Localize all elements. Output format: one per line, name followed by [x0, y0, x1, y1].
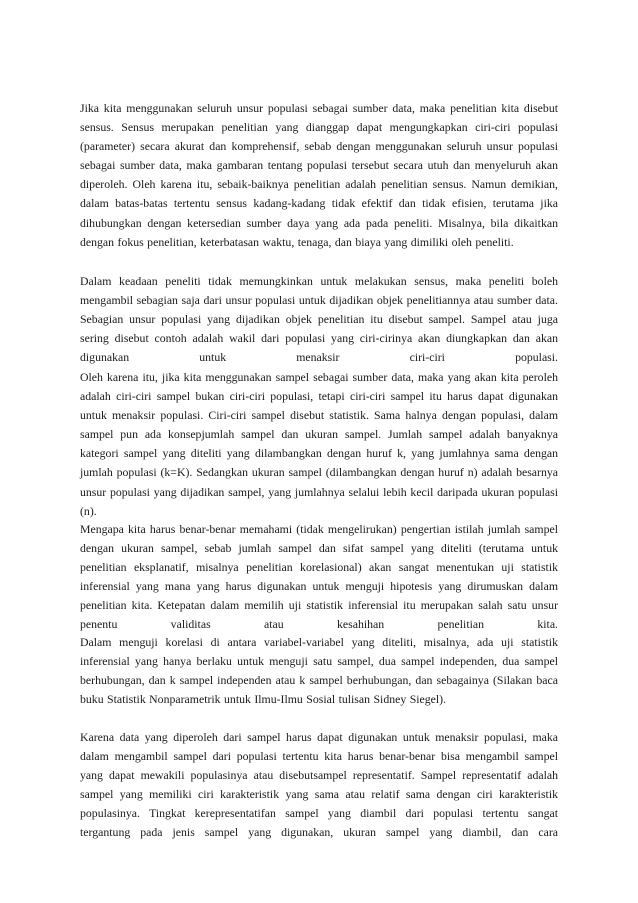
paragraph-sensus: Jika kita menggunakan seluruh unsur populasi sebagai sumber data, maka penelitian kita disebut sensus. Sensus merupakan penelitian yang dianggap dapat mengungkapkan ciri-ciri populasi (parameter) secara akurat dan komprehensif, sebab dengan menggunakan seluruh unsur populasi sebagai sumber data, maka gambaran tentang populasi tersebut secara utuh dan menyeluruh akan diperoleh. Oleh karena itu, sebaik-baiknya penelitian adalah penelitian sensus. Namun demikian, dalam batas-batas tertentu sensus kadang-kadang tidak efektif dan tidak efisien, terutama jika dihubungkan dengan ketersedian sumber daya yang ada pada peneliti. Misalnya, bila dikaitkan dengan fokus penelitian, keterbatasan waktu, tenaga, dan biaya yang dimiliki oleh peneliti.: [80, 101, 558, 249]
paragraph-uji-korelasi: Dalam menguji korelasi di antara variabel-variabel yang diteliti, misalnya, ada uji statistik inferensial yang hanya berlaku untuk menguji satu sampel, dua sampel independen, dua sampel berhubungan, dan k sampel independen atau k sampel berhubungan, dan sebagainya (Silakan baca buku Statistik Nonparametrik untuk Ilmu-Ilmu Sosial tulisan Sidney Siegel).: [80, 635, 558, 707]
paragraph-sampel-representatif: Karena data yang diperoleh dari sampel harus dapat digunakan untuk menaksir populasi, maka dalam mengambil sampel dari populasi tertentu kita harus benar-benar bisa mengambil sampel yang dapat mewakili populasinya atau disebutsampel representatif. Sampel representatif adalah sampel yang memiliki ciri karakteristik yang sama atau relatif sama dengan ciri karakteristik populasinya. Tingkat kerepresentatifan sampel yang diambil dari populasi tertentu sangat tergantung pada jenis sampel yang digunakan, ukuran sampel yang diambil, dan cara: [80, 730, 558, 840]
paragraph-uji-statistik: Mengapa kita harus benar-benar memahami (tidak mengelirukan) pengertian istilah jumlah sampel dengan ukuran sampel, sebab jumlah sampel dan sifat sampel yang diteliti (terutama untuk penelitian eksplanatif, misalnya penelitian korelasional) akan sangat menentukan uji statistik inferensial yang mana yang harus digunakan untuk menguji hipotesis yang dirumuskan dalam penelitian kita. Ketepatan dalam memilih uji statistik inferensial itu merupakan salah satu unsur penentu validitas atau kesahihan penelitian kita.: [80, 522, 558, 632]
paragraph-sampel-definisi: Dalam keadaan peneliti tidak memungkinkan untuk melakukan sensus, maka peneliti boleh mengambil sebagian saja dari unsur populasi untuk dijadikan objek penelitiannya atau sumber data. Sebagian unsur populasi yang dijadikan objek penelitian itu disebut sampel. Sampel atau juga sering disebut contoh adalah wakil dari populasi yang ciri-cirinya akan diungkapkan dan akan digunakan untuk menaksir ciri-ciri populasi.: [80, 274, 558, 365]
paragraph-jumlah-ukuran-sampel: Oleh karena itu, jika kita menggunakan sampel sebagai sumber data, maka yang akan kita peroleh adalah ciri-ciri sampel bukan ciri-ciri populasi, tetapi ciri-ciri sampel itu harus dapat digunakan untuk menaksir populasi. Ciri-ciri sampel disebut statistik. Sama halnya dengan populasi, dalam sampel pun ada konsepjumlah sampel dan ukuran sampel. Jumlah sampel adalah banyaknya kategori sampel yang diteliti yang dilambangkan dengan huruf k, yang jumlahnya sama dengan jumlah populasi (k=K). Sedangkan ukuran sampel (dilambangkan dengan huruf n) adalah besarnya unsur populasi yang dijadikan sampel, yang jumlahnya selalui lebih kecil daripada ukuran populasi (n).: [80, 370, 558, 518]
